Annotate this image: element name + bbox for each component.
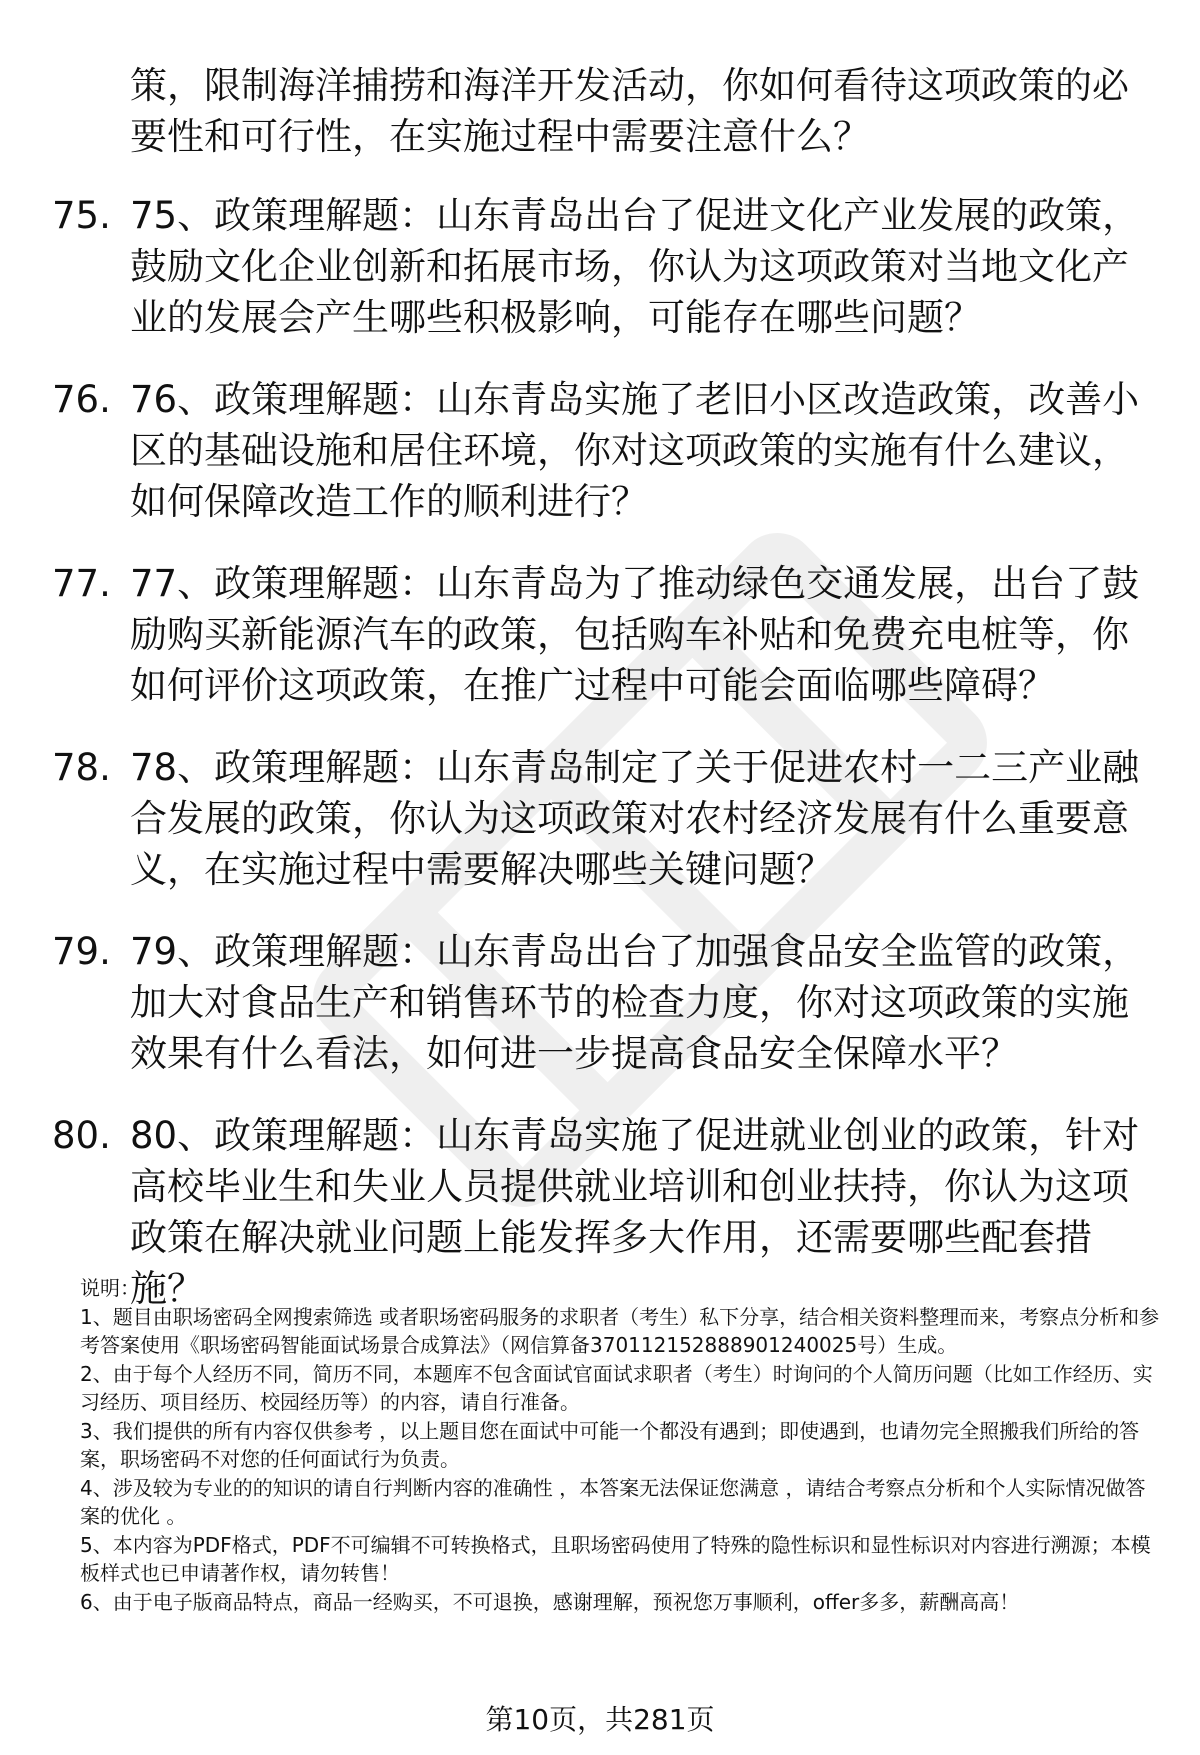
question-item (0, 558, 1200, 711)
note-item: 1、题目由职场密码全网搜索筛选 或者职场密码服务的求职者（考生）私下分享，结合相关资料整理而来，考察点分析和参考答案使用《职场密码智能面试场景合成算法》（网信算备370112152888901240025号）生成。 (80, 1304, 1160, 1357)
notes-title: 说明： (80, 1276, 140, 1300)
note-item: 4、涉及较为专业的的知识的请自行判断内容的准确性 ，本答案无法保证您满意 ，请结合考察点分析和个人实际情况做答案的优化 。 (80, 1475, 1146, 1528)
question-number: 80. (52, 1114, 111, 1157)
question-number: 79. (52, 930, 111, 973)
note-item: 2、由于每个人经历不同，简历不同，本题库不包含面试官面试求职者（考生）时询问的个人简历问题（比如工作经历、实习经历、项目经历、校园经历等）的内容，请自行准备。 (80, 1361, 1153, 1414)
question-item (0, 926, 1200, 1079)
notes-section (80, 1274, 1160, 1616)
question-number: 77. (52, 562, 111, 605)
page-number-footer: 第10页，共281页 (485, 1703, 715, 1736)
question-item (0, 190, 1200, 343)
question-text: 76、政策理解题：山东青岛实施了老旧小区改造政策，改善小区的基础设施和居住环境，你对这项政策的实施有什么建议，如何保障改造工作的顺利进行？ (130, 378, 1140, 523)
question-text: 77、政策理解题：山东青岛为了推动绿色交通发展，出台了鼓励购买新能源汽车的政策，包括购车补贴和免费充电桩等，你如何评价这项政策，在推广过程中可能会面临哪些障碍？ (130, 562, 1140, 707)
question-text: 80、政策理解题：山东青岛实施了促进就业创业的政策，针对高校毕业生和失业人员提供就业培训和创业扶持，你认为这项政策在解决就业问题上能发挥多大作用，还需要哪些配套措施？ (130, 1114, 1140, 1310)
question-number: 76. (52, 378, 111, 421)
question-item (0, 742, 1200, 895)
question-item (0, 374, 1200, 527)
question-text: 78、政策理解题：山东青岛制定了关于促进农村一二三产业融合发展的政策，你认为这项政策对农村经济发展有什么重要意义，在实施过程中需要解决哪些关键问题？ (130, 746, 1140, 891)
note-item: 6、由于电子版商品特点，商品一经购买，不可退换，感谢理解，预祝您万事顺利，offer多多，薪酬高高！ (80, 1589, 1020, 1614)
question-text: 79、政策理解题：山东青岛出台了加强食品安全监管的政策，加大对食品生产和销售环节的检查力度，你对这项政策的实施效果有什么看法，如何进一步提高食品安全保障水平？ (130, 930, 1140, 1075)
note-item: 3、我们提供的所有内容仅供参考 ，以上题目您在面试中可能一个都没有遇到；即使遇到，也请勿完全照搬我们所给的答案，职场密码不对您的任何面试行为负责。 (80, 1418, 1140, 1471)
question-continuation: 策，限制海洋捕捞和海洋开发活动，你如何看待这项政策的必要性和可行性，在实施过程中需要注意什么？ (130, 64, 1129, 158)
question-text: 75、政策理解题：山东青岛出台了促进文化产业发展的政策，鼓励文化企业创新和拓展市场，你认为这项政策对当地文化产业的发展会产生哪些积极影响，可能存在哪些问题？ (130, 194, 1140, 339)
question-number: 75. (52, 194, 111, 237)
note-item: 5、本内容为PDF格式，PDF不可编辑不可转换格式，且职场密码使用了特殊的隐性标识和显性标识对内容进行溯源；本模板样式也已申请著作权，请勿转售！ (80, 1532, 1151, 1585)
question-number: 78. (52, 746, 111, 789)
question-list (0, 190, 1200, 1345)
